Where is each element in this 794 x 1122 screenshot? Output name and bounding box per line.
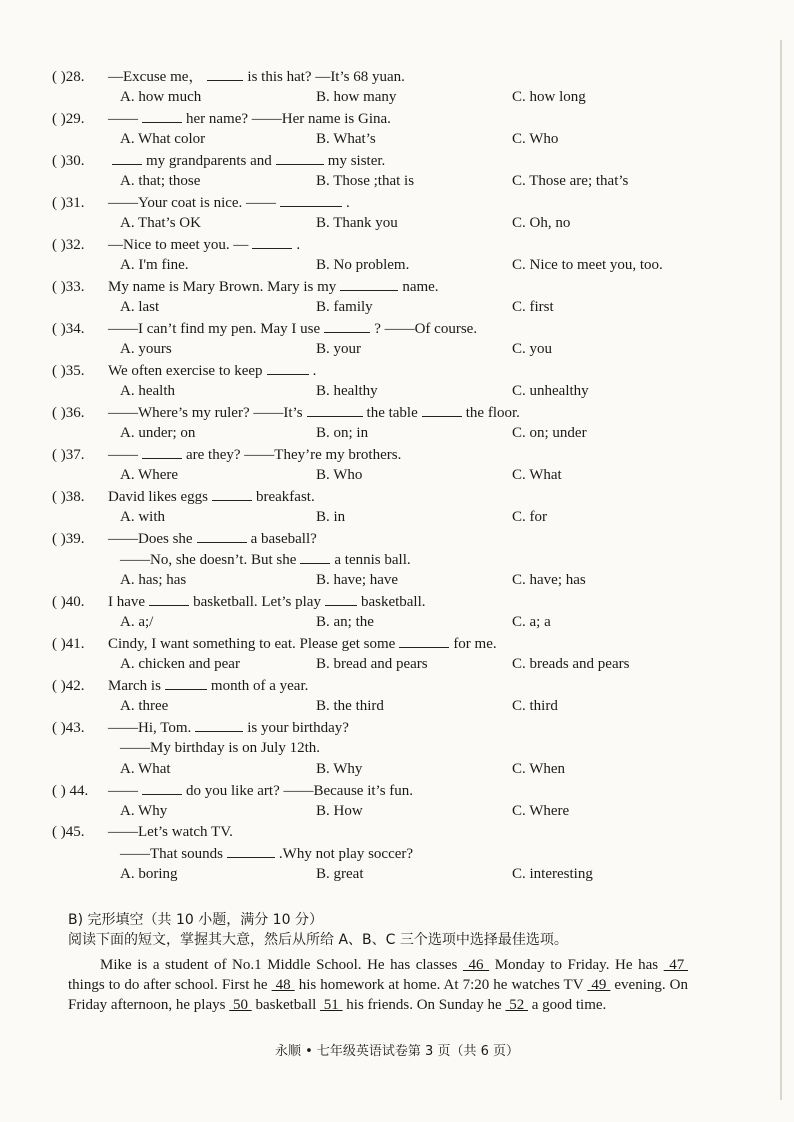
option-c[interactable]: C. Those are; that’s xyxy=(512,173,629,189)
option-b[interactable]: B. your xyxy=(316,341,361,357)
option-b[interactable]: B. have; have xyxy=(316,572,399,588)
question-number: ( )45. xyxy=(52,824,85,840)
answer-blank xyxy=(207,66,243,81)
options-row xyxy=(52,423,752,444)
section-heading: B) 完形填空（共 10 小题，满分 10 分） xyxy=(68,912,323,928)
question-text: March is xyxy=(108,678,161,694)
question-number: ( )34. xyxy=(52,321,85,337)
question-line xyxy=(52,234,752,255)
options-row xyxy=(52,570,752,591)
option-c[interactable]: C. for xyxy=(512,509,547,525)
answer-blank xyxy=(149,591,189,606)
option-a[interactable]: A. What color xyxy=(120,131,206,147)
option-a[interactable]: A. yours xyxy=(120,341,172,357)
question-line xyxy=(52,402,752,423)
question-text: breakfast. xyxy=(255,489,315,505)
options-row xyxy=(52,171,752,192)
question-line xyxy=(52,717,752,738)
question-text: ——Hi, Tom. xyxy=(108,720,192,736)
option-c[interactable]: C. Nice to meet you, too. xyxy=(512,257,663,273)
question-item xyxy=(52,318,752,360)
passage-text: a good time. xyxy=(527,997,607,1013)
question-text: are they? ——They’re my brothers. xyxy=(186,447,402,463)
question-item xyxy=(52,486,752,528)
binding-edge xyxy=(780,40,782,1100)
passage-text: his friends. On Sunday he xyxy=(342,997,506,1013)
question-line xyxy=(52,444,752,465)
answer-blank xyxy=(325,591,357,606)
options-row xyxy=(52,864,752,885)
question-text: a tennis ball. xyxy=(334,552,411,568)
option-c[interactable]: C. how long xyxy=(512,89,586,105)
question-item xyxy=(52,591,752,633)
question-text: ——Where’s my ruler? ——It’s xyxy=(108,405,303,421)
question-stem xyxy=(108,150,752,172)
question-text: —Nice to meet you. — xyxy=(108,237,249,253)
answer-blank xyxy=(142,444,182,459)
question-stem xyxy=(108,108,752,130)
question-text: her name? ——Her name is Gina. xyxy=(186,111,391,127)
question-number: ( )37. xyxy=(52,447,85,463)
option-c[interactable]: C. What xyxy=(512,467,562,483)
question-stem xyxy=(108,486,752,508)
question-text: is your birthday? xyxy=(247,720,349,736)
option-a[interactable]: A. health xyxy=(120,383,175,399)
question-text: is this hat? —It’s 68 yuan. xyxy=(247,69,405,85)
question-line xyxy=(52,150,752,171)
option-b[interactable]: B. in xyxy=(316,509,346,525)
question-text: . xyxy=(296,237,301,253)
question-text: . xyxy=(312,363,317,379)
question-stem xyxy=(108,402,752,424)
option-a[interactable]: A. a;/ xyxy=(120,614,154,630)
question-text: my grandparents and xyxy=(146,153,272,169)
question-number: ( )36. xyxy=(52,405,85,421)
question-item xyxy=(52,402,752,444)
option-b[interactable]: B. on; in xyxy=(316,425,369,441)
answer-blank xyxy=(324,318,370,333)
question-text: the floor. xyxy=(465,405,520,421)
options-row xyxy=(52,612,752,633)
question-number: ( )39. xyxy=(52,531,85,547)
question-number: ( )28. xyxy=(52,69,85,85)
question-text: my sister. xyxy=(327,153,386,169)
option-c[interactable]: C. third xyxy=(512,698,558,714)
passage-text: basketball xyxy=(251,997,321,1013)
cloze-blank-number: 50 xyxy=(229,997,252,1013)
option-b[interactable]: B. Thank you xyxy=(316,215,398,231)
question-item xyxy=(52,717,752,780)
option-c[interactable]: C. interesting xyxy=(512,866,593,882)
option-b[interactable]: B. the third xyxy=(316,698,384,714)
answer-blank xyxy=(422,402,462,417)
passage-text: evening. On Friday afternoon, he plays xyxy=(68,977,688,1013)
question-number: ( )42. xyxy=(52,678,85,694)
question-text: —— xyxy=(108,447,138,463)
option-a[interactable]: A. last xyxy=(120,299,160,315)
question-item xyxy=(52,822,752,885)
answer-blank xyxy=(212,486,252,501)
question-line xyxy=(52,633,752,654)
question-line xyxy=(52,780,752,801)
options-row xyxy=(52,213,752,234)
question-text: —— xyxy=(108,783,138,799)
option-c[interactable]: C. on; under xyxy=(512,425,587,441)
passage-text: Mike is a student of No.1 Middle School. He has classes xyxy=(100,957,463,973)
question-item xyxy=(52,780,752,822)
options-row xyxy=(52,465,752,486)
question-line xyxy=(52,276,752,297)
question-text: —— xyxy=(108,111,138,127)
question-text: the table xyxy=(366,405,418,421)
option-a[interactable]: A. with xyxy=(120,509,165,525)
question-text: David likes eggs xyxy=(108,489,208,505)
question-stem xyxy=(108,318,752,340)
question-stem xyxy=(108,822,752,843)
question-text: basketball. Let’s play xyxy=(193,594,321,610)
question-stem xyxy=(108,591,752,613)
option-b[interactable]: B. Why xyxy=(316,761,363,777)
question-text: ——Let’s watch TV. xyxy=(108,824,233,840)
multiple-choice-questions xyxy=(52,66,752,885)
question-stem xyxy=(108,528,752,550)
question-number: ( )40. xyxy=(52,594,85,610)
passage-text: Monday to Friday. He has xyxy=(489,957,664,973)
question-number: ( )38. xyxy=(52,489,85,505)
option-b[interactable]: B. healthy xyxy=(316,383,378,399)
question-item xyxy=(52,108,752,150)
option-b[interactable]: B. an; the xyxy=(316,614,374,630)
cloze-passage xyxy=(68,955,688,1015)
question-text: Cindy, I want something to eat. Please get some xyxy=(108,636,396,652)
option-a[interactable]: A. under; on xyxy=(120,425,196,441)
options-row xyxy=(52,297,752,318)
answer-blank xyxy=(227,843,275,858)
option-b[interactable]: B. Those ;that is xyxy=(316,173,415,189)
options-row xyxy=(52,129,752,150)
question-text: I have xyxy=(108,594,146,610)
question-line xyxy=(52,591,752,612)
question-stem xyxy=(108,276,752,298)
cloze-blank-number: 49 xyxy=(587,977,611,993)
question-text: basketball. xyxy=(360,594,426,610)
options-row xyxy=(52,507,752,528)
option-a[interactable]: A. boring xyxy=(120,866,178,882)
answer-blank xyxy=(399,633,449,648)
question-text: do you like art? ——Because it’s fun. xyxy=(186,783,414,799)
question-item xyxy=(52,150,752,192)
question-item xyxy=(52,234,752,276)
options-row xyxy=(52,696,752,717)
cloze-section-header xyxy=(68,910,688,950)
question-text: name. xyxy=(402,279,439,295)
options-row xyxy=(52,759,752,780)
question-text: ——I can’t find my pen. May I use xyxy=(108,321,321,337)
question-stem xyxy=(108,633,752,655)
question-text: ——That sounds xyxy=(120,846,223,862)
options-row xyxy=(52,381,752,402)
question-line xyxy=(52,486,752,507)
answer-blank xyxy=(307,402,363,417)
question-text: —Excuse me， xyxy=(108,69,204,85)
option-c[interactable]: C. Who xyxy=(512,131,559,147)
answer-blank xyxy=(300,549,330,564)
answer-blank xyxy=(280,192,342,207)
question-item xyxy=(52,192,752,234)
question-stem xyxy=(108,360,752,382)
question-text: month of a year. xyxy=(210,678,309,694)
option-b[interactable]: B. family xyxy=(316,299,373,315)
answer-blank xyxy=(112,150,142,165)
option-a[interactable]: A. three xyxy=(120,698,169,714)
option-a[interactable]: A. chicken and pear xyxy=(120,656,240,672)
question-line xyxy=(52,675,752,696)
option-c[interactable]: C. you xyxy=(512,341,553,357)
question-text: for me. xyxy=(453,636,497,652)
question-stem xyxy=(108,234,752,256)
option-c[interactable]: C. a; a xyxy=(512,614,551,630)
question-line xyxy=(52,66,752,87)
options-row xyxy=(52,255,752,276)
question-item xyxy=(52,633,752,675)
question-text: ——Does she xyxy=(108,531,193,547)
question-line xyxy=(52,192,752,213)
question-stem xyxy=(108,717,752,739)
option-c[interactable]: C. Where xyxy=(512,803,570,819)
question-text: ——My birthday is on July 12th. xyxy=(120,740,321,756)
question-text: ? ——Of course. xyxy=(374,321,478,337)
option-c[interactable]: C. first xyxy=(512,299,554,315)
question-item xyxy=(52,444,752,486)
option-a[interactable]: A. Where xyxy=(120,467,179,483)
option-c[interactable]: C. Oh, no xyxy=(512,215,571,231)
cloze-blank-number: 51 xyxy=(320,997,343,1013)
answer-blank xyxy=(252,234,292,249)
answer-blank xyxy=(197,528,247,543)
options-row xyxy=(52,87,752,108)
options-row xyxy=(52,801,752,822)
option-b[interactable]: B. No problem. xyxy=(316,257,410,273)
question-number: ( )41. xyxy=(52,636,85,652)
option-a[interactable]: A. has; has xyxy=(120,572,187,588)
question-text: a baseball? xyxy=(250,531,317,547)
option-a[interactable]: A. how much xyxy=(120,89,202,105)
question-text: .Why not play soccer? xyxy=(278,846,414,862)
question-text: ——No, she doesn’t. But she xyxy=(120,552,297,568)
question-item xyxy=(52,66,752,108)
question-item xyxy=(52,360,752,402)
question-line xyxy=(52,108,752,129)
question-line xyxy=(52,318,752,339)
question-text: We often exercise to keep xyxy=(108,363,263,379)
option-a[interactable]: A. That’s OK xyxy=(120,215,201,231)
question-text: My name is Mary Brown. Mary is my xyxy=(108,279,337,295)
question-subline xyxy=(52,843,752,864)
option-b[interactable]: B. Who xyxy=(316,467,363,483)
question-stem xyxy=(108,192,752,214)
answer-blank xyxy=(142,780,182,795)
question-stem xyxy=(108,444,752,466)
question-number: ( )35. xyxy=(52,363,85,379)
question-stem xyxy=(108,780,752,802)
option-c[interactable]: C. When xyxy=(512,761,566,777)
option-b[interactable]: B. What’s xyxy=(316,131,376,147)
option-c[interactable]: C. have; has xyxy=(512,572,586,588)
question-line xyxy=(52,528,752,549)
options-row xyxy=(52,339,752,360)
question-number: ( )29. xyxy=(52,111,85,127)
question-item xyxy=(52,276,752,318)
question-number: ( )33. xyxy=(52,279,85,295)
option-a[interactable]: A. What xyxy=(120,761,171,777)
option-b[interactable]: B. how many xyxy=(316,89,397,105)
answer-blank xyxy=(276,150,324,165)
options-row xyxy=(52,654,752,675)
cloze-blank-number: 52 xyxy=(505,997,528,1013)
question-stem xyxy=(108,66,752,88)
question-item xyxy=(52,528,752,591)
answer-blank xyxy=(195,717,243,732)
answer-blank xyxy=(142,108,182,123)
cloze-blank-number: 46 xyxy=(462,957,490,973)
question-number: ( )43. xyxy=(52,720,85,736)
option-b[interactable]: B. bread and pears xyxy=(316,656,428,672)
question-subline xyxy=(52,738,752,759)
question-text: . xyxy=(346,195,350,211)
option-c[interactable]: C. breads and pears xyxy=(512,656,630,672)
question-number: ( )32. xyxy=(52,237,85,253)
answer-blank xyxy=(165,675,207,690)
option-a[interactable]: A. Why xyxy=(120,803,168,819)
page-footer: 永顺 • 七年级英语试卷第 3 页（共 6 页） xyxy=(274,1044,519,1059)
question-text: ——Your coat is nice. —— xyxy=(108,195,277,211)
question-line xyxy=(52,822,752,843)
option-b[interactable]: B. How xyxy=(316,803,363,819)
passage-text: his homework at home. At 7:20 he watches TV xyxy=(294,977,588,993)
answer-blank xyxy=(340,276,398,291)
question-number: ( )30. xyxy=(52,153,85,169)
option-c[interactable]: C. unhealthy xyxy=(512,383,589,399)
question-item xyxy=(52,675,752,717)
section-instruction: 阅读下面的短文，掌握其大意，然后从所给 A、B、C 三个选项中选择最佳选项。 xyxy=(68,932,568,948)
option-a[interactable]: A. I'm fine. xyxy=(120,257,189,273)
option-a[interactable]: A. that; those xyxy=(120,173,201,189)
question-stem xyxy=(108,675,752,697)
passage-text: things to do after school. First he xyxy=(68,977,272,993)
question-line xyxy=(52,360,752,381)
question-number: ( ) 44. xyxy=(52,783,89,799)
cloze-blank-number: 48 xyxy=(271,977,295,993)
option-b[interactable]: B. great xyxy=(316,866,364,882)
question-subline xyxy=(52,549,752,570)
answer-blank xyxy=(267,360,309,375)
cloze-blank-number: 47 xyxy=(663,957,688,973)
question-number: ( )31. xyxy=(52,195,85,211)
